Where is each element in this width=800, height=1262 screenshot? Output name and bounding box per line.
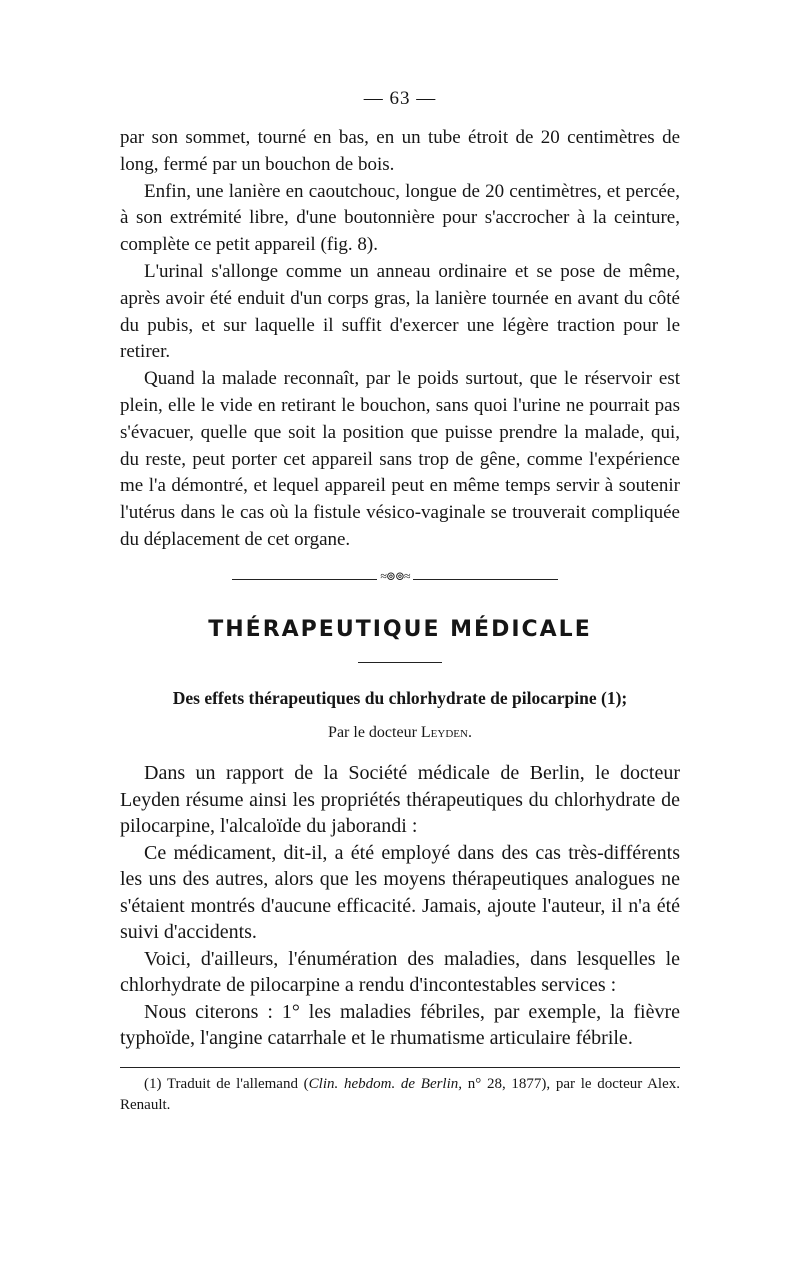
author-name: Leyden. — [420, 724, 472, 741]
byline-prefix: Par le docteur — [328, 724, 417, 741]
paragraph: Voici, d'ailleurs, l'énumération des maladies, dans lesquelles le chlorhydrate de pilocarpine a rendu d'incontestables services : — [120, 947, 680, 996]
paragraph: Ce médicament, dit-il, a été employé dans des cas très-différents les uns des autres, alors que les moyens thérapeutiques analogues ne s'étaient montrés d'aucune efficacité. Jamais, ajoute l'auteur, il n'a été suivi d'accidents. — [120, 841, 680, 943]
intro-text — [120, 125, 680, 554]
article-body — [120, 760, 680, 1052]
ornament-icon: ≈⊚⊚≈ — [380, 569, 410, 583]
footnote — [120, 1074, 680, 1116]
title-underline — [358, 662, 442, 663]
section-title: THÉRAPEUTIQUE MÉDICALE — [208, 617, 592, 642]
journal-name: Clin. hebdom. de Berlin, — [308, 1076, 463, 1092]
paragraph: Quand la malade reconnaît, par le poids surtout, que le réservoir est plein, elle le vide en retirant le bouchon, sans quoi l'urine ne pourrait pas s'évacuer, quelle que soit la position que puisse prendre la malade, qui, du reste, peut porter cet appareil sans trop de gêne, comme l'expérience me l'a démontré, et lequel appareil peut en même temps servir à soutenir l'utérus dans le cas où la fistule vésico-vaginale se trouverait compliquée du déplacement de cet organe. — [120, 368, 680, 550]
footnote-rule — [120, 1067, 680, 1068]
paragraph: Nous citerons : 1° les maladies fébriles, par exemple, la fièvre typhoïde, l'angine catarrhale et le rhumatisme articulaire fébrile. — [120, 1000, 680, 1049]
divider-line-right — [413, 579, 558, 580]
paragraph: L'urinal s'allonge comme un anneau ordinaire et se pose de même, après avoir été enduit d'un corps gras, la lanière tournée en avant du côté du pubis, et sur laquelle il suffit d'exercer une légère traction pour le retirer. — [120, 260, 680, 363]
paragraph: Enfin, une lanière en caoutchouc, longue de 20 centimètres, et percée, à son extrémité libre, d'une boutonnière pour s'accrocher à la ceinture, complète ce petit appareil (fig. 8). — [120, 180, 680, 256]
page-number: — 63 — — [363, 88, 437, 109]
ornamental-divider — [232, 569, 558, 585]
article-title: Des effets thérapeutiques du chlorhydrate de pilocarpine (1); — [172, 688, 628, 708]
footnote-lead: (1) Traduit de l'allemand ( — [144, 1076, 309, 1092]
divider-line-left — [232, 579, 377, 580]
paragraph: Dans un rapport de la Société médicale de Berlin, le docteur Leyden résume ainsi les propriétés thérapeutiques du chlorhydrate de pilocarpine, l'alcaloïde du jaborandi : — [120, 762, 680, 837]
byline — [0, 724, 800, 742]
paragraph: par son sommet, tourné en bas, en un tube étroit de 20 centimètres de long, fermé par un bouchon de bois. — [120, 127, 680, 175]
footnote-tail: n° 28, 1877), par le docteur Alex. Renault. — [120, 1076, 681, 1113]
